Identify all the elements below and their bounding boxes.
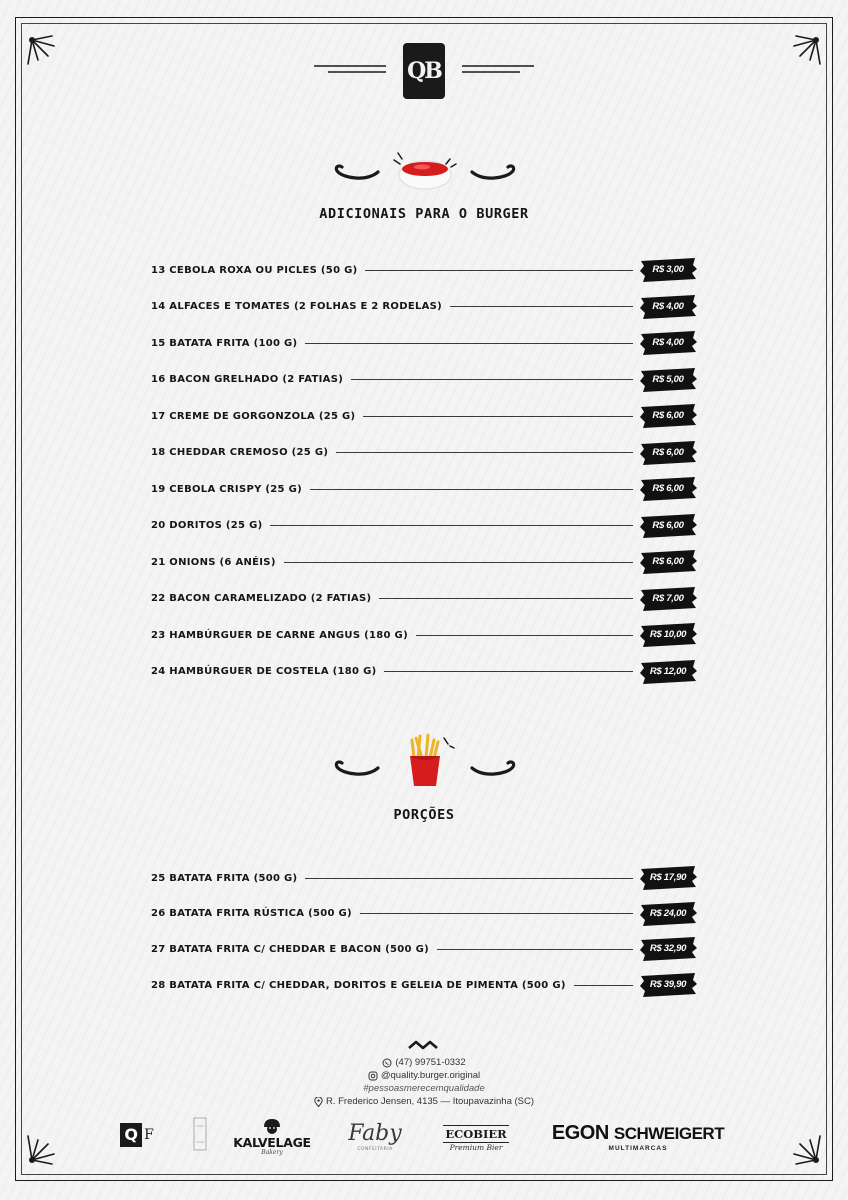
brand-logo: QB <box>403 43 445 99</box>
partner-ecobier-logo <box>440 1114 512 1158</box>
menu-item-label: 18 CHEDDAR CREMOSO (25 G) <box>151 447 329 458</box>
menu-item-row <box>151 513 697 539</box>
menu-item-label: 28 BATATA FRITA C/ CHEDDAR, DORITOS E GELEIA DE PIMENTA (500 G) <box>151 979 566 991</box>
menu-item-price: R$ 12,00 <box>649 665 687 677</box>
menu-item-price: R$ 17,90 <box>649 872 687 883</box>
corner-ornament-top-right <box>760 20 830 90</box>
menu-item-label: 15 BATATA FRITA (100 G) <box>151 337 298 349</box>
instagram-handle[interactable]: @quality.burger.original <box>380 1070 481 1081</box>
dotted-leader <box>363 416 633 417</box>
menu-item-label: 25 BATATA FRITA (500 G) <box>151 872 298 884</box>
baker-mascot-icon <box>259 1117 285 1135</box>
dotted-leader <box>310 489 633 490</box>
mustache-flourish-right-icon <box>472 166 514 178</box>
price-tag <box>639 513 697 539</box>
mustache-flourish-left-icon <box>336 166 378 178</box>
section-ornament-portions <box>330 730 520 790</box>
address-line <box>0 1095 848 1108</box>
ecobier-name: ECOBIER <box>445 1127 507 1141</box>
section-title-portions: PORÇÕES <box>393 807 455 823</box>
menu-item-price: R$ 10,00 <box>649 629 687 640</box>
dotted-leader <box>450 306 633 307</box>
mustache-flourish-right-icon <box>472 762 514 774</box>
kalvelage-sub: Bakery <box>261 1148 283 1156</box>
menu-item-label: 24 HAMBÚRGUER DE COSTELA (180 G) <box>151 666 377 677</box>
menu-item-price: R$ 39,90 <box>649 979 687 991</box>
menu-item-row <box>151 476 697 502</box>
price-tag <box>639 440 697 466</box>
menu-item-row <box>151 403 697 429</box>
dotted-leader <box>379 598 633 599</box>
ketchup-bowl-icon <box>394 153 456 189</box>
hashtag-line <box>0 1082 848 1095</box>
dotted-leader <box>305 878 633 879</box>
mustache-flourish-left-icon <box>336 762 378 774</box>
french-fries-icon <box>410 735 454 786</box>
dotted-leader <box>574 985 633 986</box>
dotted-leader <box>284 562 633 563</box>
menu-item-price: R$ 4,00 <box>652 337 684 348</box>
price-tag <box>639 972 697 998</box>
menu-item-row <box>151 936 697 962</box>
partner-egon-logo <box>545 1120 731 1154</box>
partner-qf-logo <box>115 1120 159 1150</box>
dotted-leader <box>416 635 633 636</box>
menu-item-label: 20 DORITOS (25 G) <box>151 520 263 531</box>
phone-line <box>0 1056 848 1069</box>
menu-item-label: 19 CEBOLA CRISPY (25 G) <box>151 483 302 495</box>
menu-item-row <box>151 972 697 998</box>
price-tag <box>639 865 697 891</box>
corner-ornament-top-left <box>18 20 88 90</box>
phone-number[interactable]: (47) 99751-0332 <box>395 1057 466 1068</box>
faby-name: Faby <box>348 1120 402 1146</box>
logo-lines-left <box>314 62 394 78</box>
price-tag <box>639 294 697 320</box>
dotted-leader <box>360 913 633 914</box>
dotted-leader <box>270 525 633 526</box>
section-title-addons: ADICIONAIS PARA O BURGER <box>319 206 529 222</box>
section-ornament-addons <box>330 148 520 198</box>
menu-item-row <box>151 330 697 356</box>
menu-item-row <box>151 865 697 891</box>
menu-item-row <box>151 659 697 685</box>
price-tag <box>639 622 697 648</box>
location-pin-icon <box>314 1097 323 1107</box>
menu-item-row <box>151 294 697 320</box>
dotted-leader <box>365 270 633 271</box>
menu-item-price: R$ 6,00 <box>652 446 684 458</box>
price-tag <box>639 330 697 356</box>
price-tag <box>639 549 697 575</box>
footer-contact <box>0 1056 848 1108</box>
menu-item-label: 22 BACON CARAMELIZADO (2 FATIAS) <box>151 593 372 604</box>
price-tag <box>639 659 697 685</box>
dotted-leader <box>305 343 633 344</box>
menu-item-price: R$ 7,00 <box>652 592 684 604</box>
price-tag <box>639 586 697 612</box>
ecobier-sub: Premium Bier <box>449 1143 503 1152</box>
zigzag-ornament <box>408 1040 440 1050</box>
menu-item-label: 13 CEBOLA ROXA OU PICLES (50 G) <box>151 264 358 276</box>
menu-item-label: 14 ALFACES E TOMATES (2 FOLHAS E 2 RODELAS) <box>151 301 443 312</box>
menu-item-label: 21 ONIONS (6 ANÉIS) <box>151 556 276 568</box>
menu-item-price: R$ 32,90 <box>649 943 687 955</box>
egon-sub: MULTIMARCAS <box>608 1145 668 1152</box>
menu-item-price: R$ 6,00 <box>652 483 684 494</box>
menu-item-label: 26 BATATA FRITA RÚSTICA (500 G) <box>151 908 352 920</box>
menu-item-label: 16 BACON GRELHADO (2 FATIAS) <box>151 374 344 385</box>
instagram-line <box>0 1069 848 1082</box>
menu-item-price: R$ 4,00 <box>652 300 684 312</box>
menu-item-row <box>151 622 697 648</box>
dotted-leader <box>384 671 633 672</box>
price-tag <box>639 367 697 393</box>
dotted-leader <box>437 949 633 950</box>
menu-item-row <box>151 901 697 927</box>
menu-item-row <box>151 586 697 612</box>
price-tag <box>639 257 697 283</box>
dotted-leader <box>336 452 633 453</box>
kalvelage-name: KALVELAGE <box>233 1134 311 1150</box>
menu-item-price: R$ 24,00 <box>649 907 687 919</box>
price-tag <box>639 403 697 429</box>
dotted-leader <box>351 379 633 380</box>
price-tag <box>639 901 697 927</box>
menu-item-label: 23 HAMBÚRGUER DE CARNE ANGUS (180 G) <box>151 629 408 641</box>
logo-lines-right <box>456 62 536 78</box>
hashtag-text: #pessoasmerecemqualidade <box>363 1083 485 1094</box>
address-text: R. Frederico Jensen, 4135 — Itoupavazinha (SC) <box>325 1096 535 1107</box>
menu-item-label: 27 BATATA FRITA C/ CHEDDAR E BACON (500 G) <box>151 943 429 955</box>
menu-item-row <box>151 440 697 466</box>
menu-item-label: 17 CREME DE GORGONZOLA (25 G) <box>151 410 356 422</box>
partner-kalvelage-logo <box>234 1114 310 1158</box>
price-tag <box>639 476 697 502</box>
partner-faby-logo <box>338 1116 412 1156</box>
partner-logos <box>0 1110 848 1160</box>
menu-item-price: R$ 6,00 <box>652 519 684 531</box>
menu-item-row <box>151 257 697 283</box>
menu-item-price: R$ 6,00 <box>652 556 684 567</box>
menu-item-row <box>151 367 697 393</box>
menu-item-price: R$ 5,00 <box>652 373 684 385</box>
whatsapp-icon <box>382 1058 392 1068</box>
price-tag <box>639 936 697 962</box>
egon-name: EGON SCHWEIGERT <box>551 1122 725 1144</box>
menu-item-price: R$ 6,00 <box>652 410 684 421</box>
menu-item-row <box>151 549 697 575</box>
qf-mark: Q <box>120 1123 142 1147</box>
partner-wood-logo-icon <box>192 1116 208 1152</box>
menu-item-price: R$ 3,00 <box>652 264 684 275</box>
qf-suffix: F <box>144 1127 154 1143</box>
instagram-icon <box>368 1071 378 1081</box>
faby-sub: CONFEITARIA <box>357 1146 393 1152</box>
